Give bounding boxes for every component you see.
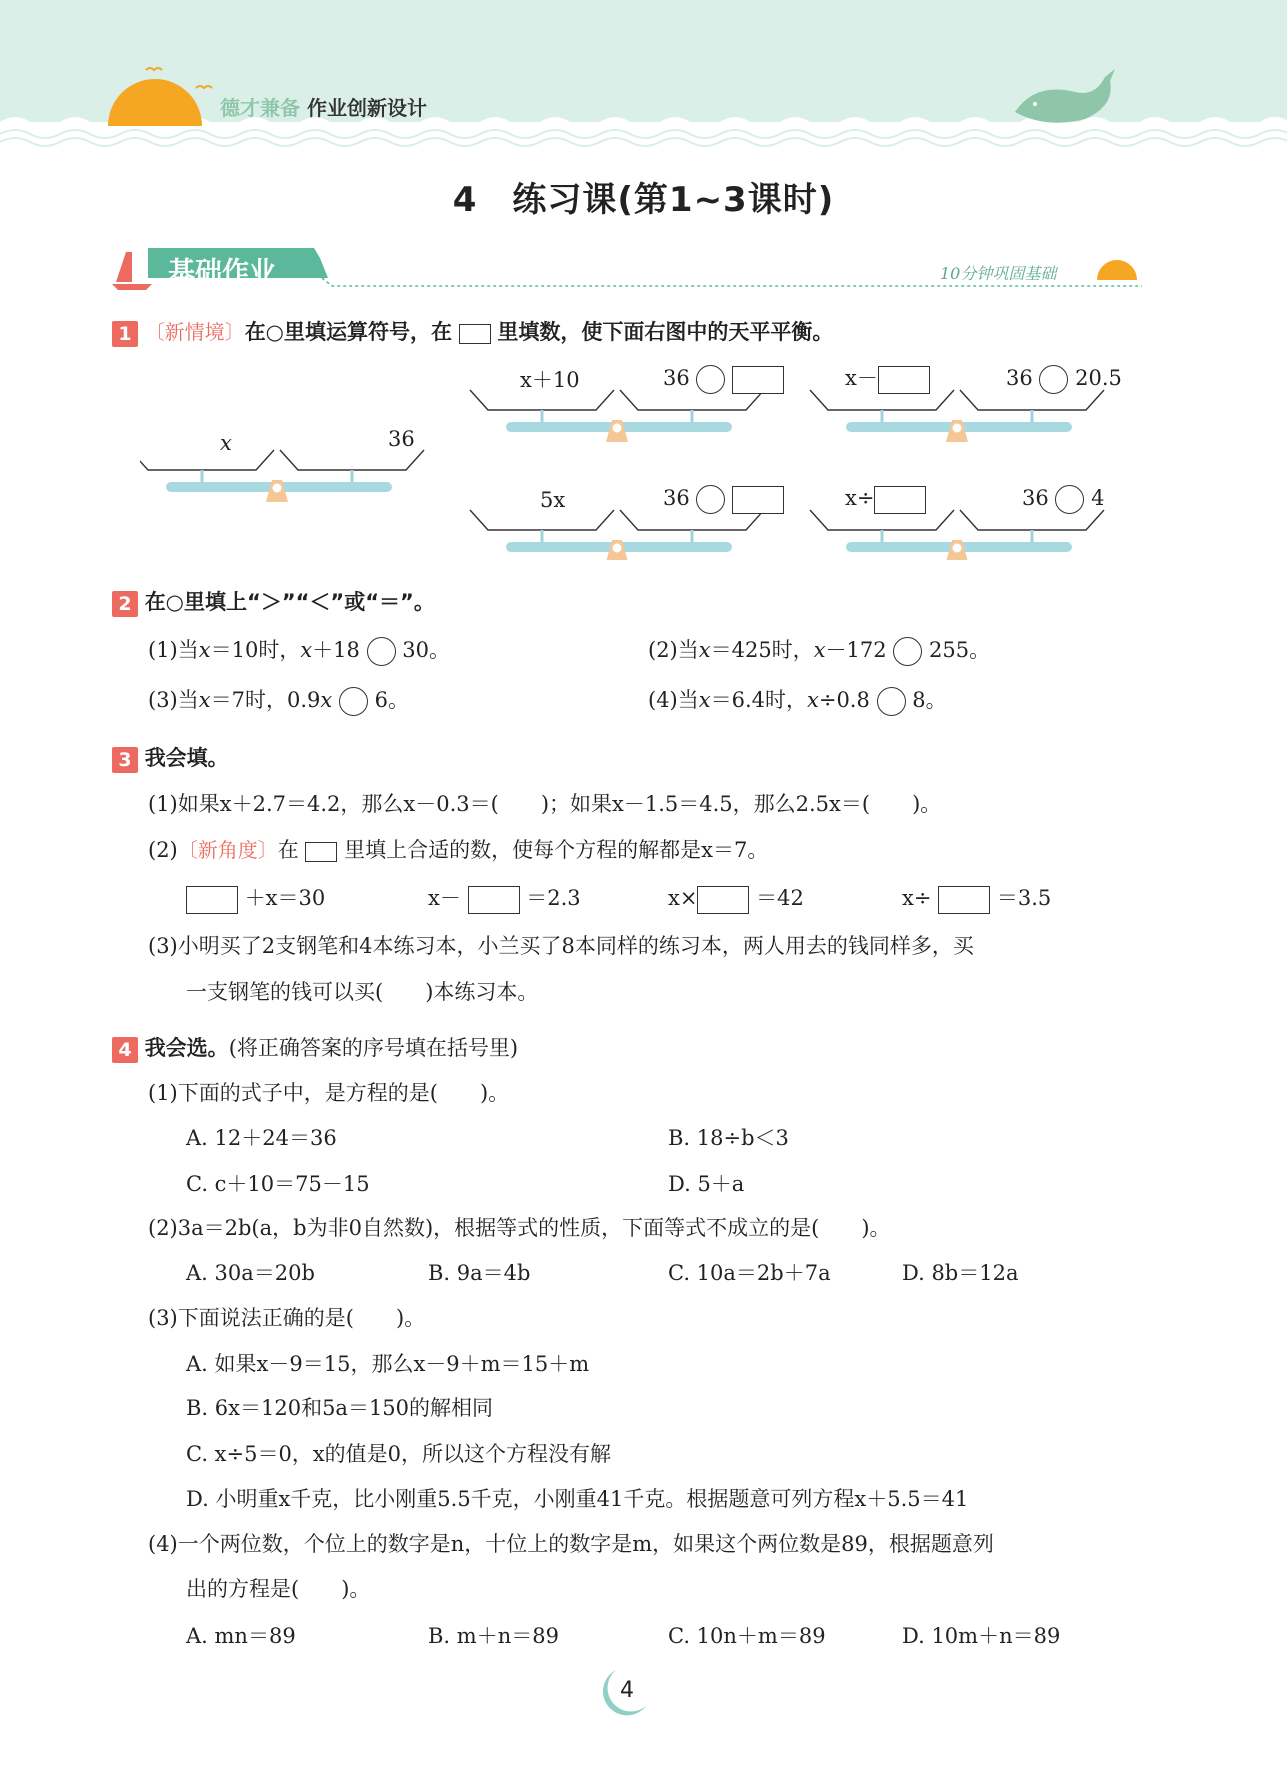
q4-p4-option-b[interactable]: B. m＋n＝89 bbox=[428, 1624, 559, 1648]
q4-part1: (1)下面的式子中，是方程的是( )。 bbox=[148, 1081, 510, 1105]
q2-circle-2[interactable] bbox=[893, 637, 922, 666]
balance-4 bbox=[810, 510, 1104, 560]
q2-circle-3[interactable] bbox=[339, 687, 368, 716]
q2-part1: (1)当x＝10时，x＋18 30。 bbox=[148, 636, 450, 666]
brand-dark: 作业创新设计 bbox=[306, 96, 427, 120]
q4-text: 我会选。 bbox=[144, 1036, 229, 1060]
page-number: 4 bbox=[620, 1678, 634, 1703]
balance-3 bbox=[470, 510, 764, 560]
main-left-label: x bbox=[220, 431, 232, 455]
section-label: 基础作业 bbox=[168, 257, 276, 288]
b3-left-label: 5x bbox=[540, 488, 566, 512]
q4-p3-option-a[interactable]: A. 如果x－9＝15，那么x－9＋m＝15＋m bbox=[186, 1352, 590, 1376]
q2-part4: (4)当x＝6.4时，x÷0.8 8。 bbox=[648, 686, 947, 716]
q3-eq2-box[interactable] bbox=[468, 886, 520, 914]
q4-p4-option-a[interactable]: A. mn＝89 bbox=[186, 1624, 296, 1648]
q1-header bbox=[112, 318, 833, 347]
q3-eq1: ＋x＝30 bbox=[186, 884, 325, 914]
q4-note: (将正确答案的序号填在括号里) bbox=[228, 1036, 519, 1060]
b2-right: 36 20.5 bbox=[1006, 364, 1122, 394]
q3-eq4: x÷ ＝3.5 bbox=[902, 884, 1051, 914]
q4-p1-option-a[interactable]: A. 12＋24＝36 bbox=[186, 1126, 337, 1150]
q3-eq2: x－ ＝2.3 bbox=[428, 884, 581, 914]
q3-header bbox=[112, 744, 229, 773]
q2-part3: (3)当x＝7时，0.9x 6。 bbox=[148, 686, 409, 716]
balance-main bbox=[140, 450, 424, 502]
q2-circle-1[interactable] bbox=[367, 637, 396, 666]
b1-box[interactable] bbox=[732, 366, 784, 394]
b1-right: 36 bbox=[663, 364, 784, 394]
q4-p2-option-c[interactable]: C. 10a＝2b＋7a bbox=[668, 1261, 831, 1285]
q4-p3-option-d[interactable]: D. 小明重x千克，比小刚重5.5千克，小刚重41千克。根据题意可列方程x＋5.5＝41 bbox=[186, 1487, 969, 1511]
q4-p1-option-b[interactable]: B. 18÷b＜3 bbox=[668, 1126, 789, 1150]
q4-p2-option-d[interactable]: D. 8b＝12a bbox=[902, 1261, 1019, 1285]
balance-diagrams bbox=[140, 360, 1150, 560]
b2-circle[interactable] bbox=[1039, 365, 1068, 394]
b3-right: 36 bbox=[663, 484, 784, 514]
section-subtitle: 10分钟巩固基础 bbox=[940, 264, 1057, 283]
q4-p1-option-d[interactable]: D. 5＋a bbox=[668, 1172, 745, 1196]
q3-eq1-box[interactable] bbox=[186, 886, 238, 914]
header-banner bbox=[0, 0, 1287, 150]
b2-left: x－ bbox=[845, 364, 930, 394]
q1-text-b: 里填数，使下面右图中的天平平衡。 bbox=[497, 320, 834, 344]
q1-number: 1 bbox=[112, 321, 138, 347]
q3-part2: (2)〔新角度〕在 里填上合适的数，使每个方程的解都是x＝7。 bbox=[148, 838, 769, 862]
b3-circle[interactable] bbox=[696, 485, 725, 514]
b4-right: 36 4 bbox=[1022, 484, 1104, 514]
b1-circle[interactable] bbox=[696, 365, 725, 394]
q2-text: 在○里填上“＞”“＜”或“＝”。 bbox=[144, 590, 435, 614]
q4-part2: (2)3a＝2b(a，b为非0自然数)，根据等式的性质，下面等式不成立的是( )。 bbox=[148, 1216, 891, 1240]
q4-p2-option-b[interactable]: B. 9a＝4b bbox=[428, 1261, 531, 1285]
q1-box-symbol bbox=[459, 324, 491, 344]
q4-p4-option-c[interactable]: C. 10n＋m＝89 bbox=[668, 1624, 826, 1648]
b4-circle[interactable] bbox=[1055, 485, 1084, 514]
q2-part2: (2)当x＝425时，x－172 255。 bbox=[648, 636, 990, 666]
b4-box[interactable] bbox=[874, 486, 926, 514]
q2-header bbox=[112, 588, 435, 617]
q4-p3-option-b[interactable]: B. 6x＝120和5a＝150的解相同 bbox=[186, 1396, 494, 1420]
b4-left: x÷ bbox=[845, 484, 926, 514]
q4-header bbox=[112, 1034, 518, 1063]
q4-p3-option-c[interactable]: C. x÷5＝0，x的值是0，所以这个方程没有解 bbox=[186, 1442, 612, 1466]
b3-box[interactable] bbox=[732, 486, 784, 514]
q4-p4-option-d[interactable]: D. 10m＋n＝89 bbox=[902, 1624, 1061, 1648]
b1-left-label: x＋10 bbox=[520, 368, 580, 392]
q1-text-a: 在○里填运算符号，在 bbox=[244, 320, 453, 344]
q3-part1: (1)如果x＋2.7＝4.2，那么x－0.3＝( )；如果x－1.5＝4.5，那么2.5x＝( )。 bbox=[148, 792, 942, 816]
q2-circle-4[interactable] bbox=[877, 687, 906, 716]
q3-eq3-box[interactable] bbox=[697, 886, 749, 914]
q3-part3-line2: 一支钢笔的钱可以买( )本练习本。 bbox=[186, 980, 539, 1004]
q4-number: 4 bbox=[112, 1037, 138, 1063]
q3-part3-line1: (3)小明买了2支钢笔和4本练习本，小兰买了8本同样的练习本，两人用去的钱同样多，买 bbox=[148, 934, 974, 958]
q4-part4-line2: 出的方程是( )。 bbox=[186, 1577, 371, 1601]
brand-title bbox=[220, 92, 427, 121]
q3-text: 我会填。 bbox=[144, 746, 229, 770]
q3-number: 3 bbox=[112, 747, 138, 773]
page-title: 4 练习课(第1~3课时) bbox=[452, 180, 835, 220]
q4-p1-option-c[interactable]: C. c＋10＝75－15 bbox=[186, 1172, 370, 1196]
q2-number: 2 bbox=[112, 591, 138, 617]
balance-1 bbox=[470, 390, 764, 442]
q3-eq4-box[interactable] bbox=[938, 886, 990, 914]
main-right-label: 36 bbox=[388, 427, 415, 451]
q4-part3: (3)下面说法正确的是( )。 bbox=[148, 1306, 426, 1330]
brand-green: 德才兼备 bbox=[220, 96, 300, 120]
q1-tag: 〔新情境〕 bbox=[144, 320, 245, 344]
q4-part4-line1: (4)一个两位数，个位上的数字是n，十位上的数字是m，如果这个两位数是89，根据题意列 bbox=[148, 1532, 994, 1556]
b2-box[interactable] bbox=[878, 366, 930, 394]
q3-eq3: x× ＝42 bbox=[668, 884, 804, 914]
q3-box-symbol bbox=[305, 842, 337, 862]
balance-2 bbox=[810, 390, 1104, 442]
q4-p2-option-a[interactable]: A. 30a＝20b bbox=[186, 1261, 315, 1285]
